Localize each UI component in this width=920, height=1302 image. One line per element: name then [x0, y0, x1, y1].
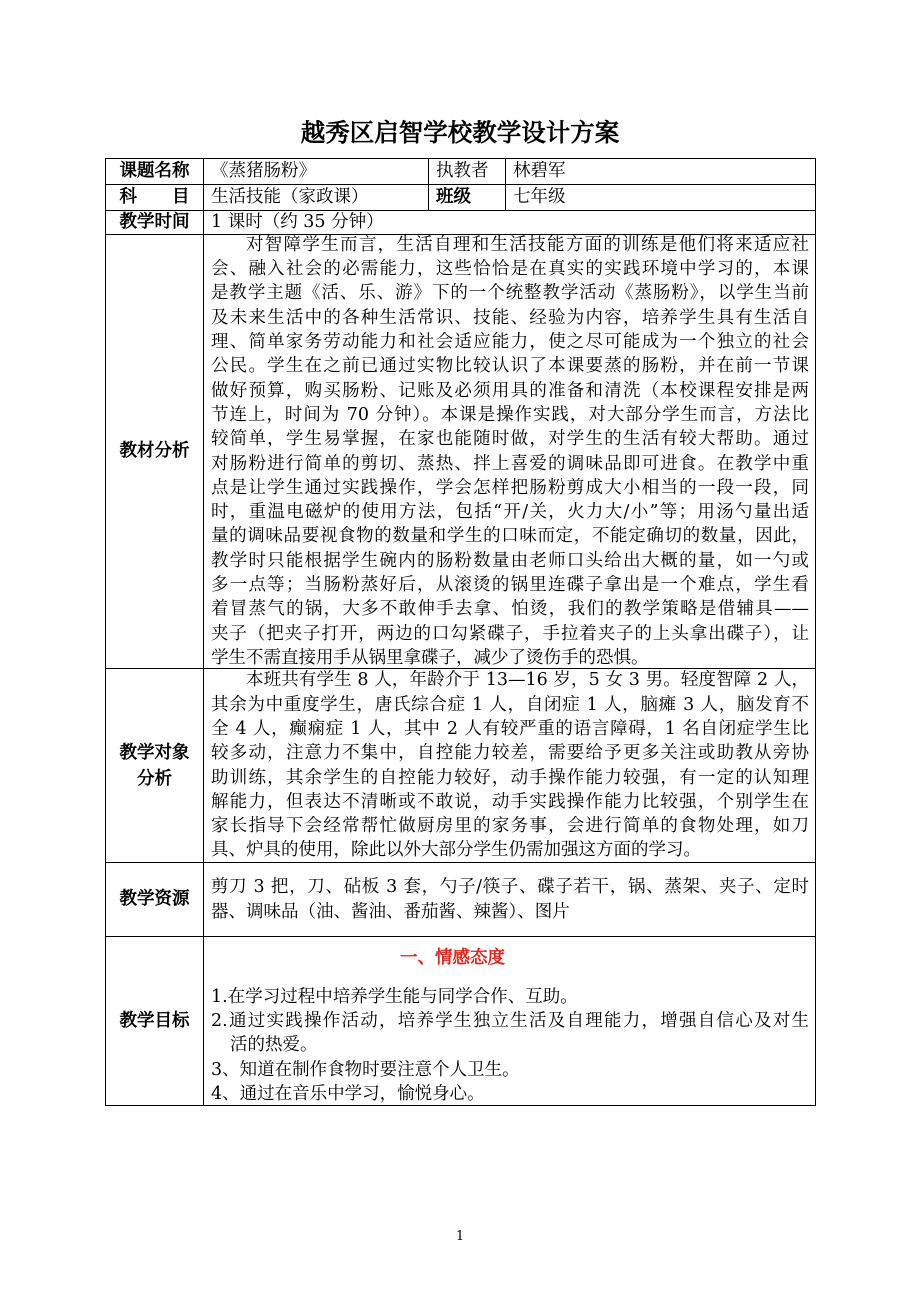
- material-analysis-line: 较简单，学生易掌握，在家也能随时做，对学生的生活有较大帮助。通过: [211, 429, 809, 450]
- subject-label: 科 目: [119, 187, 190, 208]
- teacher-value-cell: [505, 158, 816, 185]
- teacher-label: 执教者: [436, 161, 489, 182]
- material-analysis-line: 理、简单家务劳动能力和社会适应能力，使之尽可能成为一个独立的社会: [211, 332, 809, 353]
- teacher-value: 林碧军: [513, 161, 566, 182]
- material-analysis-line: 夹子（把夹子打开，两边的口勾紧碟子，手拉着夹子的上头拿出碟子），让: [211, 623, 809, 644]
- subject-value-cell: [203, 184, 429, 211]
- student-analysis-line: 其余为中重度学生，唐氏综合症 1 人，自闭症 1 人，脑瘫 3 人，脑发育不: [211, 694, 809, 715]
- student-analysis-label: 教学对象分析: [119, 742, 190, 789]
- page-title: 越秀区启智学校教学设计方案: [300, 118, 620, 147]
- objective-line: 1.在学习过程中培养学生能与同学合作、互助。: [211, 986, 578, 1007]
- material-analysis-line: 及未来生活中的各种生活常识、技能、经验为内容，培养学生具有生活自: [211, 307, 809, 328]
- topic-label: 课题名称: [119, 161, 190, 182]
- topic-value-cell: [203, 158, 429, 185]
- objective-line: 2.通过实践操作活动，培养学生独立生活及自理能力，增强自信心及对生: [211, 1011, 809, 1032]
- material-analysis-line: 多一点等；当肠粉蒸好后，从滚烫的锅里连碟子拿出是一个难点，学生看: [211, 574, 809, 595]
- objective-item-1: [211, 985, 809, 1009]
- material-analysis-line: 教学时只能根据学生碗内的肠粉数量由老师口头给出大概的量，如一勺或: [211, 550, 809, 571]
- student-analysis-line: 助训练，其余学生的自控能力较好，动手操作能力较强，有一定的认知理: [211, 767, 809, 788]
- time-label: 教学时间: [119, 212, 190, 233]
- resources-label: 教学资源: [119, 889, 190, 910]
- material-analysis-line: 对智障学生而言，生活自理和生活技能方面的训练是他们将来适应社: [246, 234, 809, 255]
- resources-line: 器、调味品（油、酱油、番茄酱、辣酱）、图片: [211, 901, 570, 922]
- objective-line: 活的热爱。: [230, 1035, 318, 1056]
- material-analysis-line: 是教学主题《活、乐、游》下的一个统整教学活动《蒸肠粉》，以学生当前: [211, 283, 809, 304]
- material-analysis-label: 教材分析: [119, 441, 190, 462]
- resources-text: [211, 875, 809, 924]
- student-analysis-label-cell: [105, 668, 204, 863]
- objective-heading: 一、情感态度: [400, 948, 505, 968]
- material-analysis-line: 会、融入社会的必需能力，这些恰恰是在真实的实践环境中学习的，本课: [211, 259, 809, 280]
- student-analysis-line: 解能力，但表达不清晰或不敢说，动手实践操作能力比较强，个别学生在: [211, 791, 809, 812]
- class-value: 七年级: [513, 187, 566, 208]
- topic-label-cell: [105, 158, 204, 185]
- resources-label-cell: [105, 862, 204, 937]
- material-analysis-text: [211, 233, 809, 670]
- objectives-cell: [203, 936, 816, 1106]
- time-value-cell: [203, 210, 816, 235]
- objective-item-3: [211, 1058, 809, 1082]
- material-analysis-line: 学生不需直接用手从锅里拿碟子，减少了烫伤手的恐惧。: [211, 647, 649, 668]
- objectives-label: 教学目标: [119, 1010, 190, 1031]
- objective-line: 3、知道在制作食物时要注意个人卫生。: [211, 1059, 520, 1080]
- material-analysis-line: 量的调味品要视食物的数量和学生的口味而定，不能定确切的数量，因此，: [211, 526, 809, 547]
- resources-line: 剪刀 3 把，刀、砧板 3 套，勺子/筷子、碟子若干，锅、蒸架、夹子、定时: [211, 877, 809, 898]
- student-analysis-line: 家长指导下会经常帮忙做厨房里的家务事，会进行简单的食物处理，如刀: [211, 816, 809, 837]
- objectives-label-cell: [105, 936, 204, 1106]
- student-analysis-line: 全 4 人，癫痫症 1 人，其中 2 人有较严重的语言障碍，1 名自闭症学生比: [211, 718, 809, 739]
- student-analysis-text: [211, 668, 809, 862]
- material-analysis-line: 做好预算，购买肠粉、记账及必须用具的准备和清洗（本校课程安排是两: [211, 380, 809, 401]
- material-analysis-line: 点是让学生通过实践操作，学会怎样把肠粉剪成大小相当的一段一段，同: [211, 477, 809, 498]
- student-analysis-line: 较多动，注意力不集中，自控能力较差，需要给予更多关注或助教从旁协: [211, 743, 809, 764]
- time-value: 1 课时（约 35 分钟）: [211, 212, 384, 233]
- subject-label-cell: [105, 184, 204, 211]
- material-analysis-line: 对肠粉进行简单的剪切、蒸热、拌上喜爱的调味品即可进食。在教学中重: [211, 453, 809, 474]
- objective-item-2: [211, 1009, 809, 1058]
- student-analysis-line: 本班共有学生 8 人，年龄介于 13—16 岁，5 女 3 男。轻度智障 2 人，: [246, 670, 809, 691]
- objective-item-4: [211, 1082, 809, 1106]
- material-analysis-line: 节连上，时间为 70 分钟）。本课是操作实践，对大部分学生而言，方法比: [211, 404, 809, 425]
- class-value-cell: [505, 184, 816, 211]
- class-label-cell: [428, 184, 506, 211]
- class-label: 班级: [436, 187, 471, 208]
- student-analysis-line: 具、炉具的使用，除此以外大部分学生仍需加强这方面的学习。: [211, 840, 701, 861]
- material-analysis-line: 时，重温电磁炉的使用方法，包括“开/关，火力大/小”等；用汤勺量出适: [211, 502, 809, 523]
- material-analysis-line: 公民。学生在之前已通过实物比较认识了本课要蒸的肠粉，并在前一节课: [211, 356, 809, 377]
- topic-value: 《蒸猪肠粉》: [211, 161, 316, 182]
- material-analysis-line: 着冒蒸气的锅，大多不敢伸手去拿、怕烫，我们的教学策略是借辅具——: [211, 599, 809, 620]
- material-analysis-label-cell: [105, 234, 204, 669]
- page-number: 1: [455, 1229, 465, 1244]
- teacher-label-cell: [428, 158, 506, 185]
- time-label-cell: [105, 210, 204, 235]
- student-analysis-cell: [203, 668, 816, 863]
- objective-line: 4、通过在音乐中学习，愉悦身心。: [211, 1083, 485, 1104]
- resources-cell: [203, 862, 816, 937]
- material-analysis-cell: [203, 234, 816, 669]
- subject-value: 生活技能（家政课）: [211, 187, 369, 208]
